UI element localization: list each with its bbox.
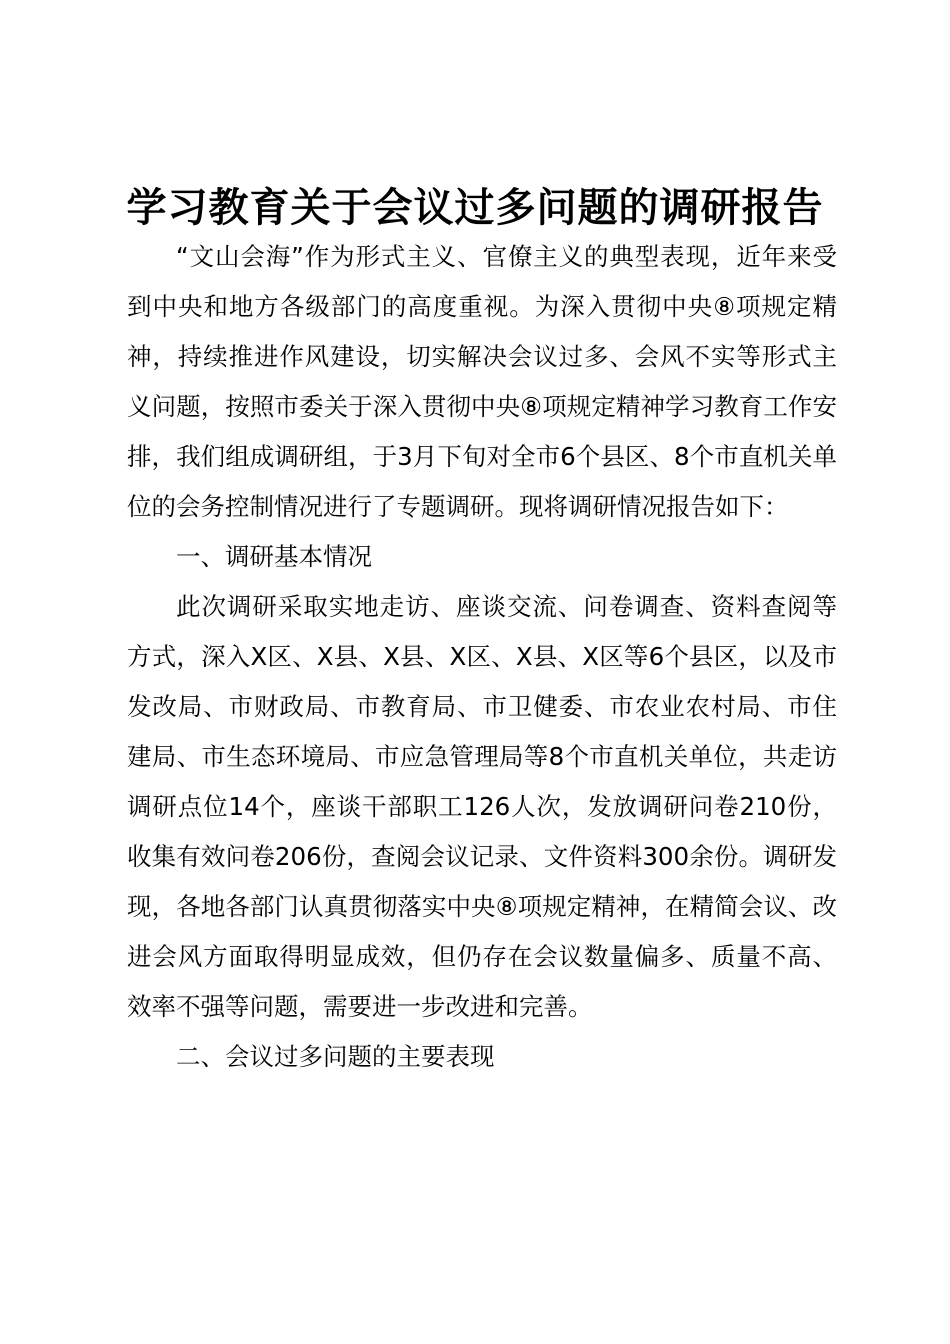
document-title: 学习教育关于会议过多问题的调研报告 (126, 184, 824, 231)
section-2-heading: 二、会议过多问题的主要表现 (176, 1042, 495, 1071)
section-1-paragraph: 此次调研采取实地走访、座谈交流、问卷调查、资料查阅等方式，深入X区、X县、X县、X区、X县、X区等6个县区，以及市发改局、市财政局、市教育局、市卫健委、市农业农村局、市住建局、市生态环境局、市应急管理局等8个市直机关单位，共走访调研点位14个，座谈干部职工126人次，发放调研问卷210份，收集有效问卷206份，查阅会议记录、文件资料300余份。调研发现，各地各部门认真贯彻落实中央⑧项规定精神，在精简会议、改进会风方面取得明显成效，但仍存在会议数量偏多、质量不高、效率不强等问题，需要进一步改进和完善。 (127, 592, 837, 1021)
intro-paragraph: “文山会海”作为形式主义、官僚主义的典型表现，近年来受到中央和地方各级部门的高度重视。为深入贯彻中央⑧项规定精神，持续推进作风建设，切实解决会议过多、会风不实等形式主义问题，按照市委关于深入贯彻中央⑧项规定精神学习教育工作安排，我们组成调研组，于3月下旬对全市6个县区、8个市直机关单位的会务控制情况进行了专题调研。现将调研情况报告如下： (127, 242, 837, 521)
document-body (127, 232, 837, 1082)
section-1-heading: 一、调研基本情况 (176, 542, 372, 571)
